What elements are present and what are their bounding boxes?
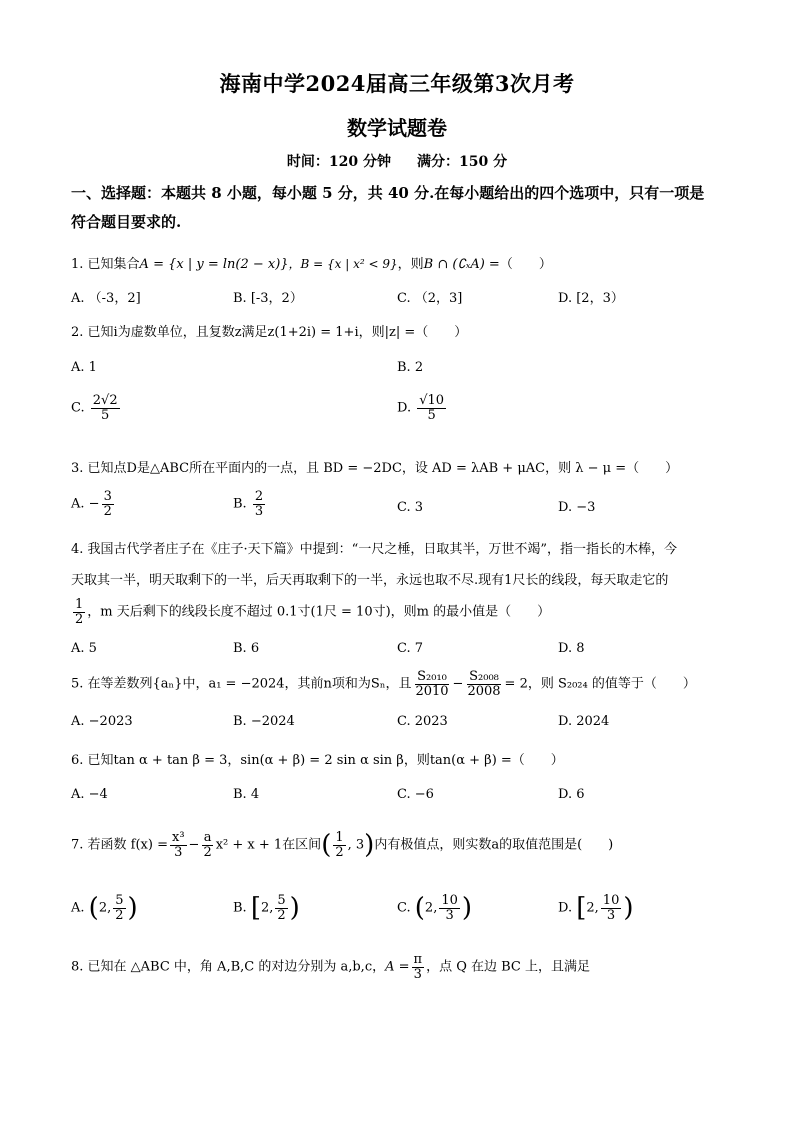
- exam-title: 海南中学2024届高三年级第3次月考: [219, 71, 575, 96]
- q5-option-a: A. −2023: [71, 714, 133, 729]
- q5-option-d: D. 2024: [558, 714, 610, 729]
- q4-option-a: A. 5: [71, 641, 97, 656]
- question-5-stem: 5. 在等差数列{aₙ}中，a₁ = −2024，其前n项和为Sₙ，且 $\frac{\text{S₂₀₁₀}}{2010}$ − $\frac{\text{S₂₀₀₈}}{2008}$ = 2，则 S₂₀₂₄ 的值等于（ ）: [71, 669, 696, 699]
- section-heading-line1: 一、选择题：本题共 8 小题，每小题 5 分，共 40 分.在每小题给出的四个选项中，只有一项是: [71, 184, 705, 202]
- q4-option-c: C. 7: [397, 641, 424, 656]
- score-label: 满分：150 分: [417, 154, 508, 170]
- question-4-line2: 天取其一半，明天取剩下的一半，后天再取剩下的一半，永远也取不尽.现有1尺长的线段，每天取走它的: [71, 573, 669, 588]
- q6-option-d: D. 6: [558, 787, 585, 802]
- question-8-stem: 8. 已知在 △ABC 中，角 A,B,C 的对边分别为 a,b,c，A = $\frac{\pi}{3}$ ，点 Q 在边 BC 上，且满足: [71, 952, 591, 982]
- q1-option-b: B. [-3，2）: [233, 291, 303, 306]
- question-6-stem: 6. 已知tan α + tan β = 3，sin(α + β) = 2 sin α sin β，则tan(α + β) =（ ）: [71, 753, 564, 768]
- q6-option-b: B. 4: [233, 787, 260, 802]
- q3-option-b: B. $\frac{2}{3}$: [233, 489, 264, 519]
- question-4-line3: $\frac{1}{2}$ ，m 天后剩下的线段长度不超过 0.1寸(1尺 = 10寸)，则m 的最小值是（ ）: [75, 597, 551, 627]
- question-2-stem: 2. 已知i为虚数单位，且复数z满足z(1+2i) = 1+i，则|z| =（ ）: [71, 325, 468, 340]
- q4-option-b: B. 6: [233, 641, 260, 656]
- q2-option-a: A. 1: [71, 360, 97, 375]
- q4-option-d: D. 8: [558, 641, 585, 656]
- q1-option-d: D. [2，3）: [558, 291, 624, 306]
- q3-option-d: D. −3: [558, 500, 596, 515]
- q7-option-c: C. (2, $\frac{10}{3}$ ): [397, 892, 473, 923]
- question-7-stem: 7. 若函数 f(x) = $\frac{\text{x³}}{3}$ − $\frac{a}{2}$ x² + x + 1在区间( $\frac{1}{2}$ , 3)内有极值点，则实数a的取值范围是( ): [71, 829, 614, 860]
- time-label: 时间：120 分钟: [286, 154, 391, 170]
- q6-option-a: A. −4: [71, 787, 108, 802]
- q7-option-a: A. (2, $\frac{5}{2}$ ): [71, 892, 138, 923]
- q6-option-c: C. −6: [397, 787, 434, 802]
- question-3-stem: 3. 已知点D是△ABC所在平面内的一点，且 BD = −2DC，设 AD = λAB + μAC，则 λ − μ =（ ）: [71, 461, 679, 476]
- section-heading-line2: 符合题目要求的.: [71, 213, 182, 231]
- q3-option-a: A. − $\frac{3}{2}$: [71, 489, 112, 519]
- q7-option-b: B. [2, $\frac{5}{2}$ ): [233, 892, 300, 923]
- q1-option-a: A. （-3，2]: [71, 291, 141, 306]
- q3-option-c: C. 3: [397, 500, 424, 515]
- q1-option-c: C. （2，3]: [397, 291, 463, 306]
- q7-option-d: D. [2, $\frac{10}{3}$ ): [558, 892, 634, 923]
- q5-option-c: C. 2023: [397, 714, 448, 729]
- question-1-stem: 1. 已知集合A = {x | y = ln(2 − x)}，B = {x | x² < 9}，则B ∩ (∁ₓA) =（ ）: [71, 257, 552, 272]
- exam-subtitle: 数学试题卷: [347, 116, 447, 140]
- q2-option-d: D. $\frac{√10}{5}$: [397, 393, 445, 423]
- question-4-line1: 4. 我国古代学者庄子在《庄子·天下篇》中提到：“一尺之棰，日取其半，万世不竭”，指一指长的木棒，今: [71, 542, 677, 557]
- q2-option-b: B. 2: [397, 360, 424, 375]
- q5-option-b: B. −2024: [233, 714, 295, 729]
- q2-option-c: C. $\frac{2√2}{5}$: [71, 393, 118, 423]
- exam-meta: [0, 151, 794, 171]
